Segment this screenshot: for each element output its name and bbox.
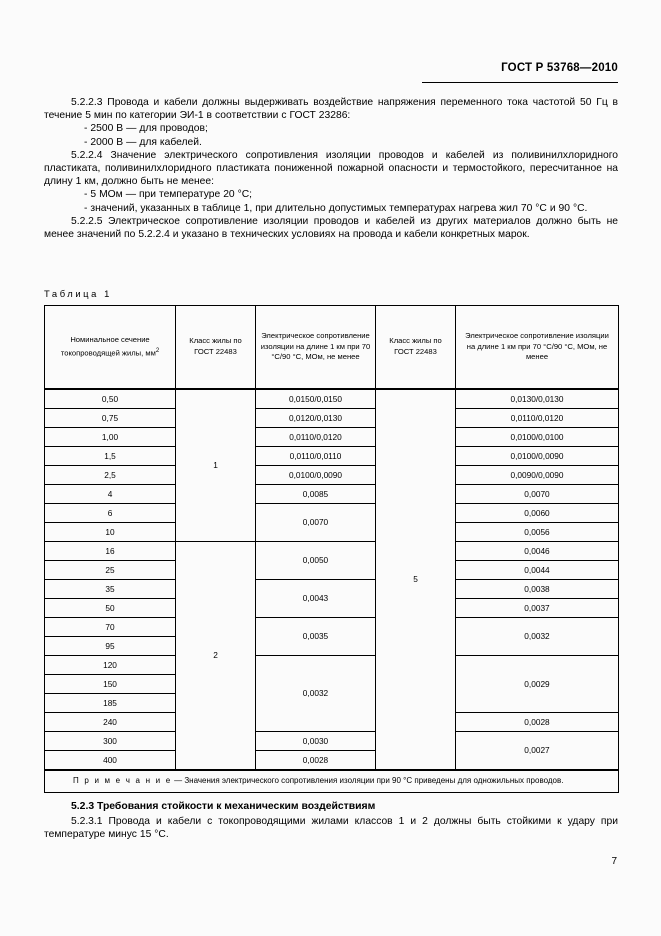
cell-nominal-section: 150: [45, 675, 176, 694]
table-row: [45, 618, 619, 637]
header-class-a: Класс жилы по ГОСТ 22483: [176, 306, 256, 390]
cell-resistance-a: 0,0150/0,0150: [256, 389, 376, 409]
bullet-table-values: - значений, указанных в таблице 1, при длительно допустимых температурах нагрева жил 70 °С и 90 °С.: [84, 202, 588, 214]
cell-class-a: 2: [176, 542, 256, 771]
header-class-b: Класс жилы по ГОСТ 22483: [376, 306, 456, 390]
cell-nominal-section: 120: [45, 656, 176, 675]
table-note-row: [45, 770, 619, 792]
table-footer: [45, 770, 619, 792]
header-divider-rule: [422, 82, 618, 83]
cell-class-b: 5: [376, 389, 456, 770]
cell-resistance-b: 0,0027: [456, 732, 619, 771]
cell-resistance-a: 0,0043: [256, 580, 376, 618]
cell-nominal-section: 240: [45, 713, 176, 732]
cell-nominal-section: 50: [45, 599, 176, 618]
cell-nominal-section: 6: [45, 504, 176, 523]
table-row: [45, 542, 619, 561]
cell-resistance-b: 0,0028: [456, 713, 619, 732]
cell-nominal-section: 35: [45, 580, 176, 599]
cell-nominal-section: 70: [45, 618, 176, 637]
bullet-2000v: - 2000 В — для кабелей.: [84, 136, 202, 148]
cell-nominal-section: 95: [45, 637, 176, 656]
table-row: [45, 580, 619, 599]
table-row: [45, 504, 619, 523]
cell-nominal-section: 10: [45, 523, 176, 542]
cell-resistance-b: 0,0037: [456, 599, 619, 618]
header-mm-superscript: 2: [155, 347, 160, 354]
table-caption: Таблица 1: [44, 288, 112, 299]
table-header-row: [45, 306, 619, 390]
cell-nominal-section: 1,00: [45, 428, 176, 447]
cell-resistance-a: 0,0032: [256, 656, 376, 732]
table-note-cell: [45, 770, 619, 792]
cell-resistance-b: 0,0090/0,0090: [456, 466, 619, 485]
table-body: [45, 389, 619, 770]
cell-resistance-b: 0,0029: [456, 656, 619, 713]
cell-resistance-a: 0,0070: [256, 504, 376, 542]
note-label: П р и м е ч а н и е: [73, 776, 172, 785]
note-text: — Значения электрического сопротивления изоляции при 90 °С приведены для одножильных проводов.: [171, 776, 564, 785]
cell-resistance-a: 0,0110/0,0110: [256, 447, 376, 466]
cell-nominal-section: 16: [45, 542, 176, 561]
cell-nominal-section: 185: [45, 694, 176, 713]
cell-resistance-b: 0,0038: [456, 580, 619, 599]
cell-resistance-b: 0,0046: [456, 542, 619, 561]
table-row: [45, 732, 619, 751]
cell-nominal-section: 0,75: [45, 409, 176, 428]
header-resistance-b: Электрическое сопротивление изоляции на длине 1 км при 70 °С/90 °С, МОм, не менее: [456, 306, 619, 390]
cell-nominal-section: 4: [45, 485, 176, 504]
table-row: [45, 485, 619, 504]
cell-resistance-a: 0,0030: [256, 732, 376, 751]
cell-nominal-section: 300: [45, 732, 176, 751]
paragraph-5-2-3-1: 5.2.3.1 Провода и кабели с токопроводящими жилами классов 1 и 2 должны быть стойкими к удару при температуре минус 15 °С.: [44, 816, 618, 841]
cell-resistance-a: 0,0100/0,0090: [256, 466, 376, 485]
cell-nominal-section: 25: [45, 561, 176, 580]
body-text-block: [44, 96, 618, 241]
cell-resistance-b: 0,0056: [456, 523, 619, 542]
cell-resistance-b: 0,0110/0,0120: [456, 409, 619, 428]
cell-resistance-a: 0,0050: [256, 542, 376, 580]
table-row: [45, 656, 619, 675]
paragraph-5-2-2-5: 5.2.2.5 Электрическое сопротивление изоляции проводов и кабелей из других материалов должно быть не менее значений по 5.2.2.4 и указано в технических условиях на провода и кабели конкретных марок.: [44, 215, 618, 241]
paragraph-5-2-2-3: 5.2.2.3 Провода и кабели должны выдерживать воздействие напряжения переменного тока частотой 50 Гц в течение 5 мин по категории ЭИ-1 в соответствии с ГОСТ 23286:: [44, 97, 618, 122]
table-row: [45, 389, 619, 409]
cell-nominal-section: 0,50: [45, 389, 176, 409]
cell-resistance-a: 0,0085: [256, 485, 376, 504]
cell-resistance-b: 0,0032: [456, 618, 619, 656]
resistance-table: [44, 305, 619, 793]
cell-class-a: 1: [176, 389, 256, 542]
table-row: [45, 409, 619, 428]
cell-resistance-b: 0,0060: [456, 504, 619, 523]
paragraph-5-2-2-4: 5.2.2.4 Значение электрического сопротивления изоляции проводов и кабелей из поливинилхлоридного пластиката, поливинилхлоридного пластиката пониженной пожарной опасности и термостойкого, пересчитанное на длину 1 км, должно быть не менее:: [44, 149, 618, 188]
cell-nominal-section: 2,5: [45, 466, 176, 485]
header-resistance-a: Электрическое сопротивление изоляции на длине 1 км при 70 °С/90 °С, МОм, не менее: [256, 306, 376, 390]
cell-resistance-b: 0,0070: [456, 485, 619, 504]
table-header-row-group: [45, 306, 619, 390]
cell-resistance-a: 0,0028: [256, 751, 376, 771]
cell-resistance-a: 0,0110/0,0120: [256, 428, 376, 447]
cell-resistance-a: 0,0120/0,0130: [256, 409, 376, 428]
cell-resistance-b: 0,0100/0,0100: [456, 428, 619, 447]
section-heading-5-2-3: 5.2.3 Требования стойкости к механическим воздействиям: [71, 801, 376, 812]
table-row: [45, 466, 619, 485]
footer-section-block: [44, 800, 618, 841]
cell-resistance-b: 0,0044: [456, 561, 619, 580]
cell-resistance-b: 0,0100/0,0090: [456, 447, 619, 466]
cell-nominal-section: 1,5: [45, 447, 176, 466]
table-row: [45, 447, 619, 466]
cell-resistance-b: 0,0130/0,0130: [456, 389, 619, 409]
standard-number-header: ГОСТ Р 53768—2010: [501, 62, 618, 74]
page-content-area: [44, 0, 618, 936]
cell-resistance-a: 0,0035: [256, 618, 376, 656]
header-nominal-section: Номинальное сечение токопроводящей жилы, $мм^2$: [45, 306, 176, 390]
bullet-2500v: - 2500 В — для проводов;: [84, 123, 208, 135]
page-number: 7: [611, 856, 617, 867]
bullet-5-mohm: - 5 МОм — при температуре 20 °С;: [84, 189, 253, 201]
cell-nominal-section: 400: [45, 751, 176, 771]
table-row: [45, 428, 619, 447]
